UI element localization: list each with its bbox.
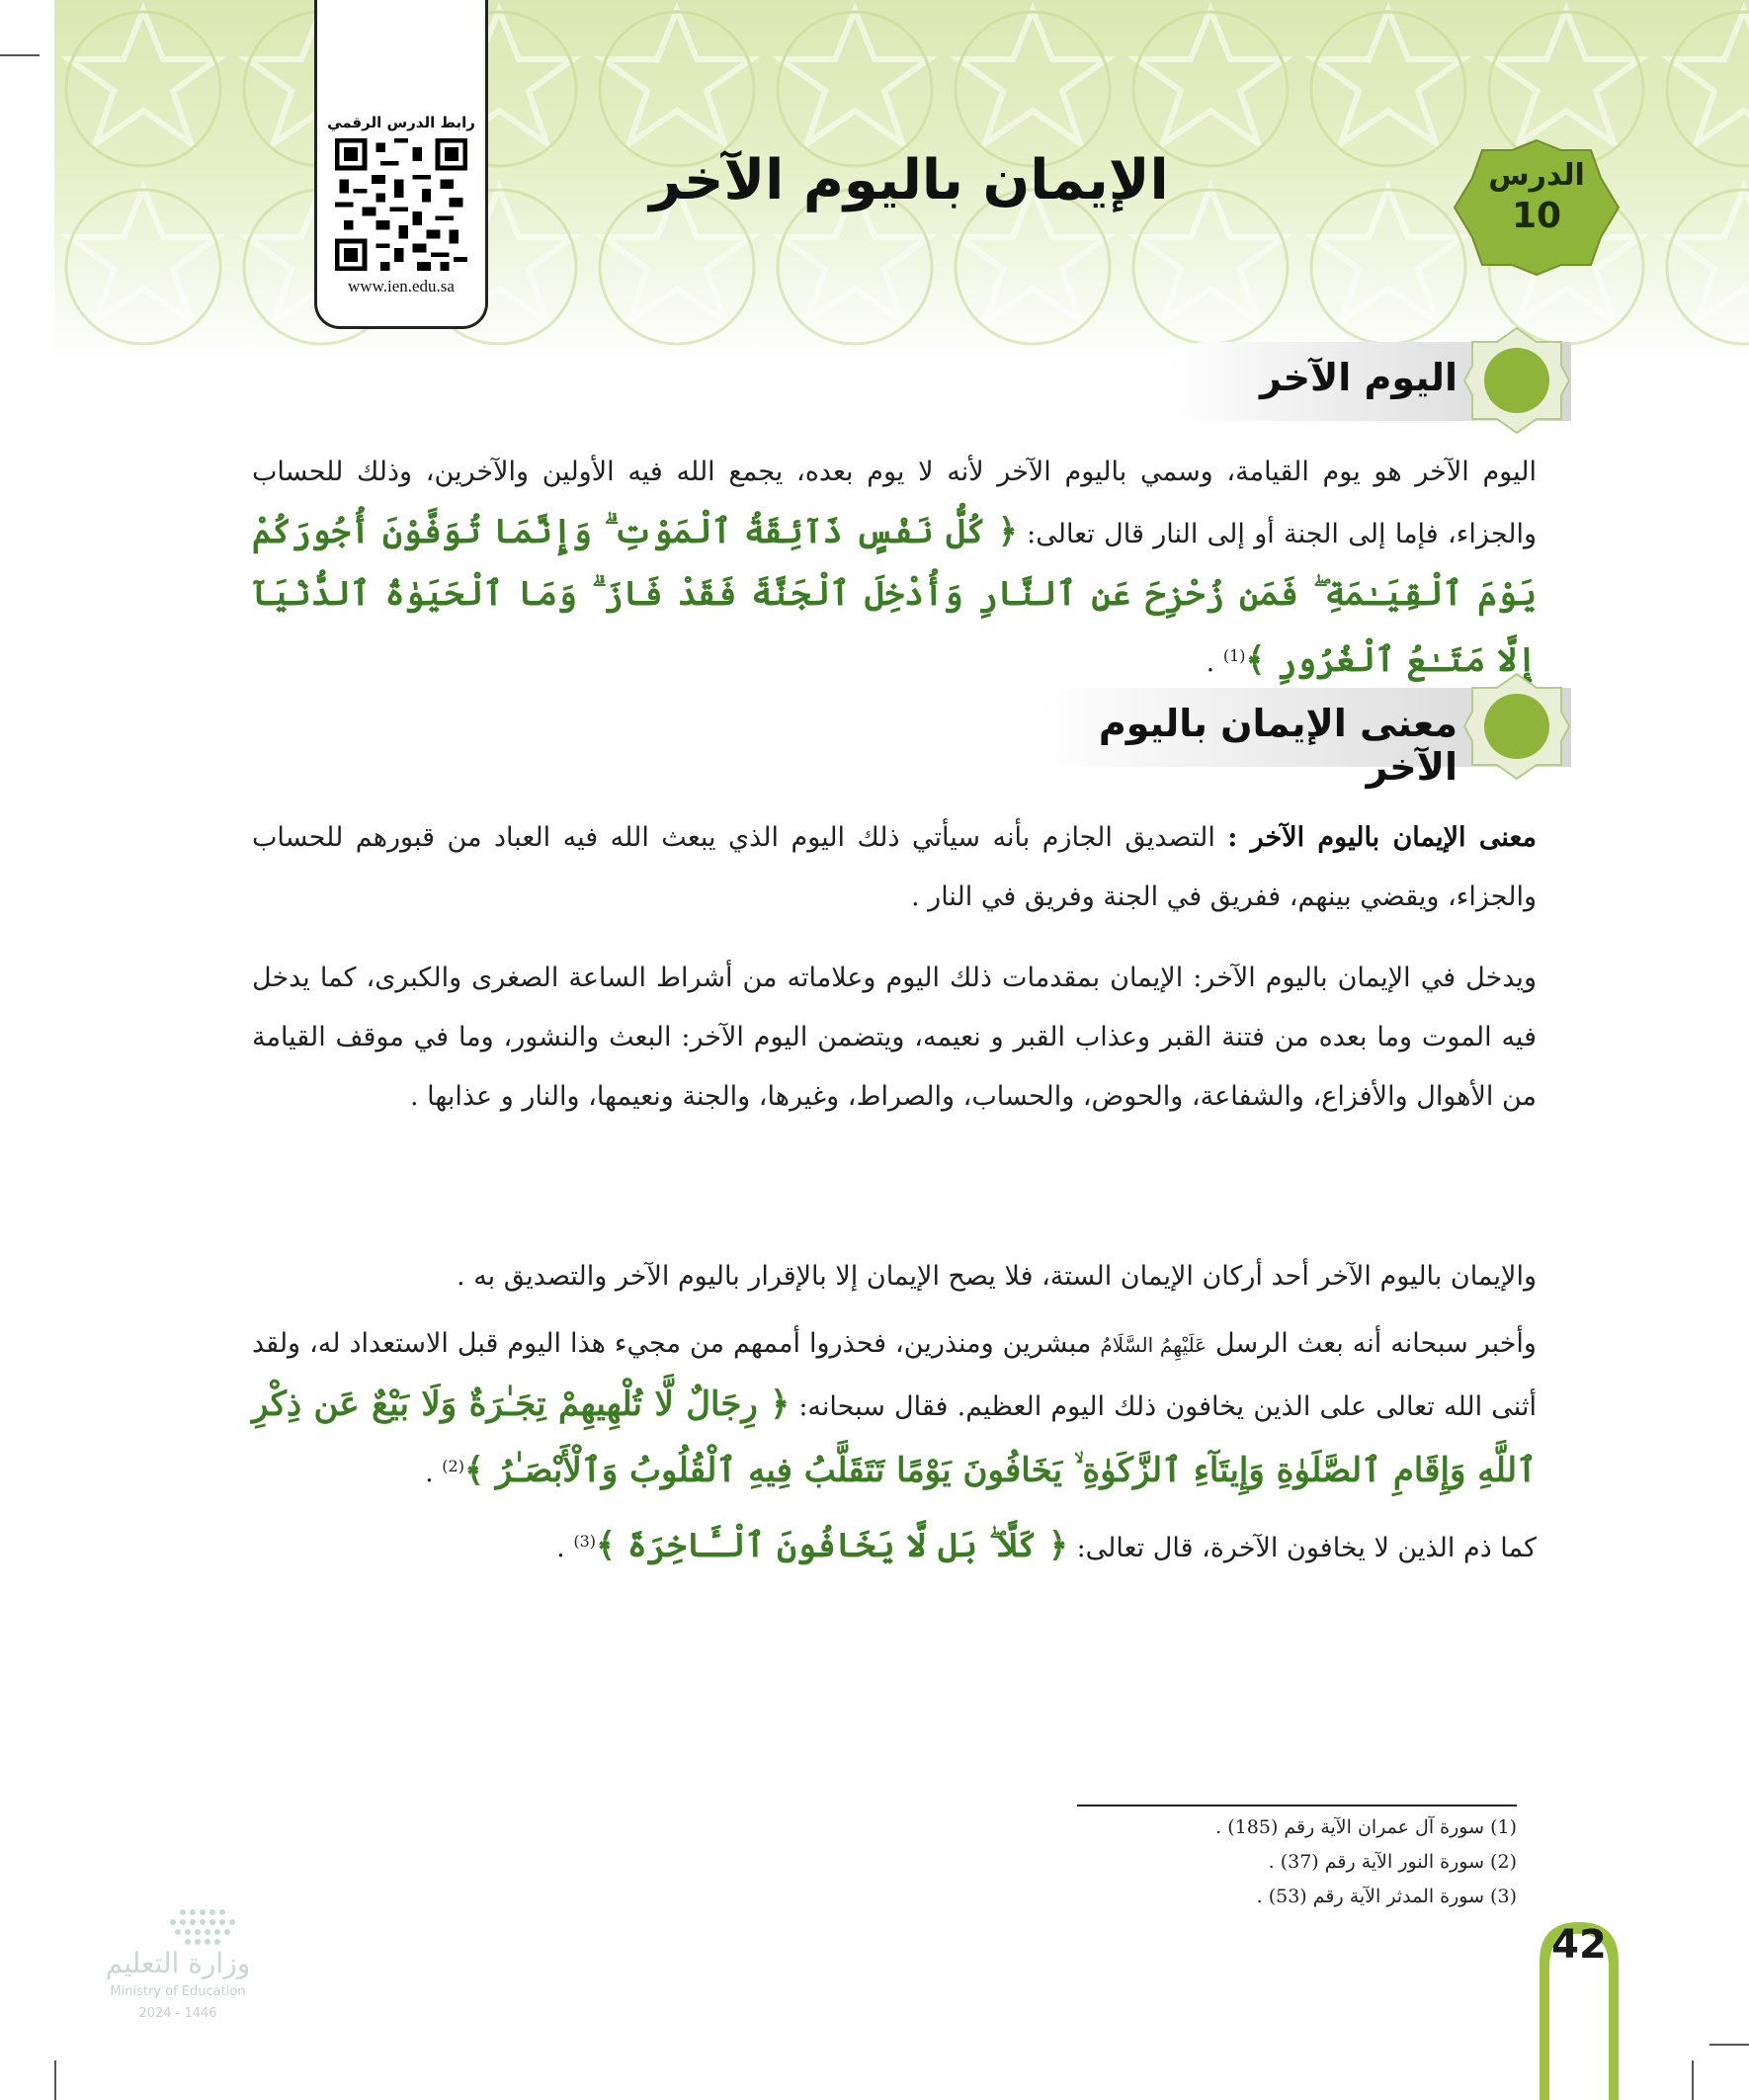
paragraph [252, 1314, 1537, 1503]
paragraph-text: اليوم الآخر هو يوم القيامة، وسمي باليوم الآخر لأنه لا يوم بعده، يجمع الله فيه الأولين والآخرين، وذلك للحساب والجزاء، فإما إلى الجنة أو إلى النار قال تعالى: [252, 457, 1538, 549]
footnote-ref: (2) [442, 1457, 464, 1475]
crop-mark [54, 2060, 56, 2100]
paragraph-end: . [425, 1458, 443, 1488]
crop-mark [1692, 2060, 1694, 2100]
qr-label: رابط الدرس الرقمي [327, 114, 475, 131]
quran-verse: ﴿ كَلَّا ۖ بَل لَّا يَخَافُونَ ٱلْـَٔاخِرَةَ ﴾ [596, 1526, 1068, 1565]
lesson-number: 10 [1511, 196, 1562, 236]
section-title: اليوم الآخر [1259, 356, 1458, 399]
footnote: (1) سورة آل عمران الآية رقم (185) . [1215, 1816, 1517, 1838]
qr-card[interactable] [314, 0, 488, 329]
paragraph-text: وأخبر سبحانه أنه بعث الرسل [1207, 1328, 1537, 1359]
paragraph [252, 808, 1537, 927]
footnote: (3) سورة المدثر الآية رقم (53) . [1256, 1886, 1517, 1907]
definition-text: التصديق الجازم بأنه سيأتي ذلك اليوم الذي يبعث الله فيه العباد من قبورهم للحساب والجزاء، ويقضي بينهم، ففريق في الجنة وفريق في النار . [252, 822, 1537, 912]
section-badge-icon [1462, 326, 1571, 435]
quran-verse: ﴿ كُلُّ نَفْسٍ ذَآئِقَةُ ٱلْمَوْتِ ۗ وَإِنَّمَا تُوَفَّوْنَ أُجُورَكُمْ يَوْمَ ٱلْقِيَـٰمَةِ ۖ فَمَن زُحْزِحَ عَنِ ٱلنَّارِ وَأُدْخِلَ ٱلْجَنَّةَ فَقَدْ فَازَ ۗ وَمَا ٱلْحَيَوٰةُ ٱلدُّنْيَآ إِلَّا مَتَـٰعُ ٱلْغُرُورِ ﴾ [252, 512, 1537, 680]
paragraph: ويدخل في الإيمان باليوم الآخر: الإيمان بمقدمات ذلك اليوم وعلاماته من أشراط الساعة الصغرى والكبرى، كما يدخل فيه الموت وما بعده من فتنة القبر وعذاب القبر و نعيمه، ويتضمن اليوم الآخر: البعث والنشور، وما في موقف القيامة من الأهوال والأفزاع، والشفاعة، والحوض، والحساب، والصراط، وغيرها، والجنة ونعيمها، والنار و عذابها . [252, 963, 1537, 1112]
ministry-year: 2024 - 1446 [138, 2006, 217, 2021]
qr-code-icon[interactable] [335, 138, 467, 271]
page-number: 42 [1551, 1922, 1607, 1968]
crop-mark [0, 54, 40, 56]
paragraph-text: مبشرين ومنذرين، فحذروا أممهم من مجيء هذا اليوم قبل الاستعداد له، ولقد أثنى الله تعالى على الذين يخافون ذلك اليوم العظيم. فقال سبحانه: [252, 1328, 1537, 1422]
lesson-title: الإيمان باليوم الآخر [649, 148, 1169, 212]
ministry-name-english: Ministry of Education [110, 1984, 246, 1999]
section-badge-icon [1462, 672, 1571, 781]
paragraph-text: كما ذم الذين لا يخافون الآخرة، قال تعالى: [1067, 1533, 1537, 1563]
paragraph-end: . [1206, 647, 1223, 678]
crop-mark [1709, 2044, 1749, 2046]
paragraph [252, 443, 1537, 693]
footnote-ref: (1) [1222, 646, 1246, 665]
footnote-divider [1077, 1805, 1517, 1806]
lesson-label: الدرس [1488, 158, 1585, 193]
footnote-ref: (3) [573, 1532, 597, 1551]
definition-term: معنى الإيمان باليوم الآخر : [1227, 822, 1537, 853]
footnote: (2) سورة النور الآية رقم (37) . [1268, 1851, 1517, 1873]
paragraph [252, 1512, 1537, 1578]
section-title: معنى الإيمان باليوم الآخر [1098, 702, 1458, 789]
ministry-name-arabic: وزارة التعليم [105, 1947, 251, 1979]
quran-verse: ﴿ رِجَالٌ لَّا تُلْهِيهِمْ تِجَـٰرَةٌ وَلَا بَيْعٌ عَن ذِكْرِ ٱللَّهِ وَإِقَامِ ٱلصَّلَوٰةِ وَإِيتَآءِ ٱلزَّكَوٰةِ ۙ يَخَافُونَ يَوْمًا تَتَقَلَّبُ فِيهِ ٱلْقُلُوبُ وَٱلْأَبْصَـٰرُ ﴾ [252, 1385, 1537, 1490]
qr-url[interactable]: www.ien.edu.sa [348, 277, 455, 295]
paragraph-end: . [556, 1533, 574, 1563]
paragraph: والإيمان باليوم الآخر أحد أركان الإيمان الستة، فلا يصح الإيمان إلا بالإقرار باليوم الآخر والتصديق به . [457, 1261, 1537, 1292]
honorific: عَلَيْهِمُ السَّلَامُ [1100, 1333, 1208, 1357]
